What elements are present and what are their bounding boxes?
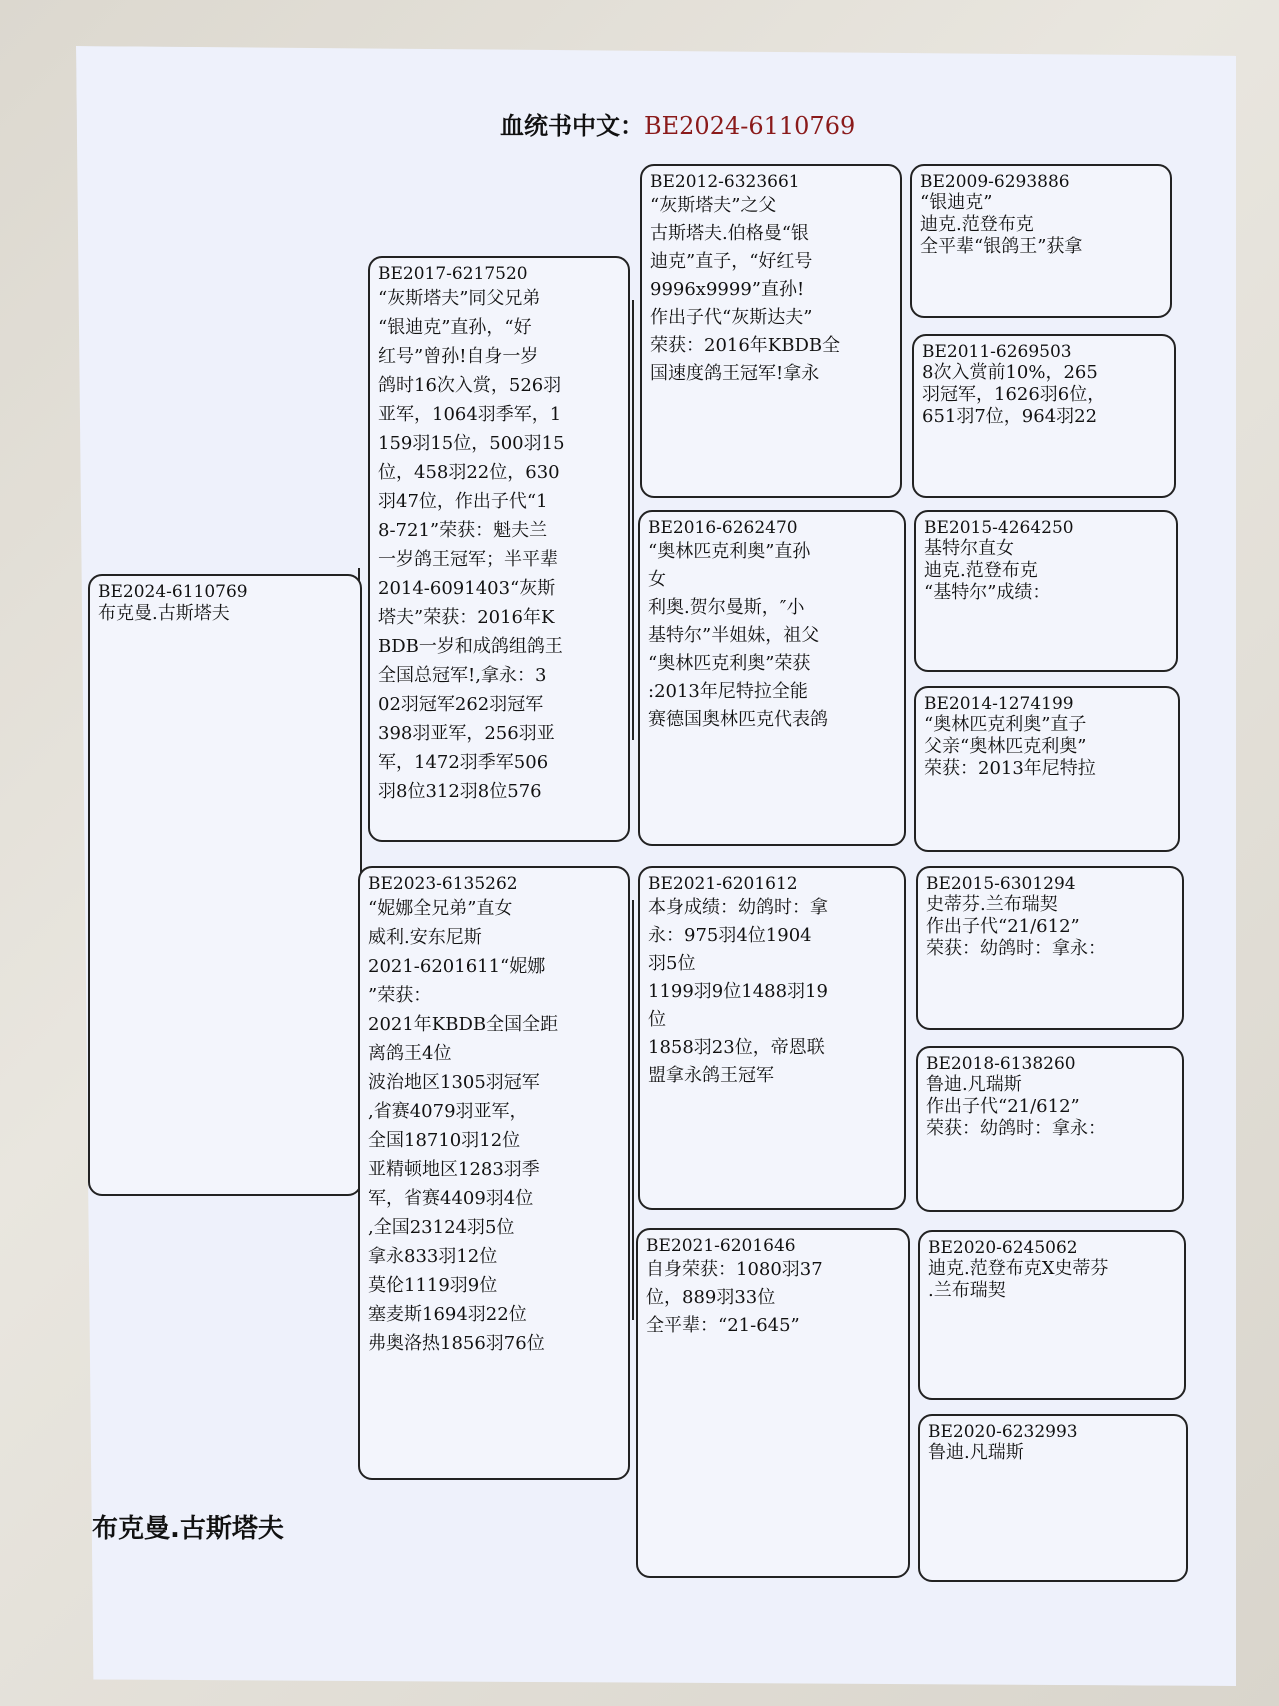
pedigree-text-line: 荣获：2013年尼特拉	[924, 758, 1096, 779]
pedigree-box-sire	[368, 256, 630, 842]
footer-pigeon-name: 布克曼.古斯塔夫	[92, 1514, 284, 1544]
pedigree-text-line: 迪克”直子，“好红号	[650, 251, 813, 272]
pedigree-text-line: 作出子代“21/612”	[926, 1096, 1080, 1117]
pedigree-text-line: 威利.安东尼斯	[368, 927, 482, 948]
ring-number: BE2017-6217520	[378, 264, 528, 284]
pedigree-text-line: 1858羽23位，帝恩联	[648, 1037, 825, 1058]
pedigree-box-subject	[88, 574, 362, 1196]
pedigree-text-line: 2021-6201611“妮娜	[368, 956, 546, 977]
pedigree-text-line: “灰斯塔夫”同父兄弟	[378, 288, 541, 309]
pedigree-text-line: 8-721”荣获：魁夫兰	[378, 520, 548, 541]
ring-number: BE2011-6269503	[922, 342, 1072, 362]
ring-number: BE2014-1274199	[924, 694, 1074, 714]
pedigree-text-line: 莫伦1119羽9位	[368, 1275, 498, 1296]
ring-number: BE2018-6138260	[926, 1054, 1076, 1074]
pedigree-text-line: 一岁鸽王冠军；半平辈	[378, 549, 558, 570]
pedigree-text-line: 位，889羽33位	[646, 1287, 776, 1308]
pedigree-text-line: “奥林匹克利奥”直子	[924, 714, 1087, 735]
ring-number: BE2009-6293886	[920, 172, 1070, 192]
pedigree-text-line: 2014-6091403“灰斯	[378, 578, 556, 599]
ring-number: BE2021-6201646	[646, 1236, 796, 1256]
pedigree-text-line: 盟拿永鸽王冠军	[648, 1065, 774, 1086]
pedigree-text-line: 迪克.范登布克X史蒂芬	[928, 1258, 1109, 1279]
pedigree-text-line: 古斯塔夫.伯格曼“银	[650, 223, 809, 244]
pedigree-text-line: 159羽15位，500羽15	[378, 433, 565, 454]
pedigree-text-line: 本身成绩：幼鸽时：拿	[648, 897, 828, 918]
pedigree-text-line: 羽冠军，1626羽6位，	[922, 384, 1106, 405]
pedigree-text-line: 塔夫”荣获：2016年K	[378, 607, 555, 628]
pedigree-text-line: “银迪克”直孙，“好	[378, 317, 532, 338]
pedigree-text-line: “奥林匹克利奥”荣获	[648, 653, 811, 674]
pedigree-text-line: “灰斯塔夫”之父	[650, 195, 777, 216]
pedigree-text-line: .兰布瑞契	[928, 1280, 1006, 1301]
pedigree-text-line: 基特尔”半姐妹，祖父	[648, 625, 820, 646]
ring-number: BE2024-6110769	[98, 582, 248, 602]
connector-dam	[632, 900, 634, 1320]
pedigree-text-line: ”荣获：	[368, 985, 432, 1006]
pedigree-text-line: 羽8位312羽8位576	[378, 781, 542, 802]
pedigree-text-line: 鲁迪.凡瑞斯	[928, 1442, 1024, 1463]
pedigree-text-line: 亚精顿地区1283羽季	[368, 1159, 540, 1180]
title-ring-number: BE2024-6110769	[644, 112, 856, 140]
pedigree-text-line: 荣获：2016年KBDB全	[650, 335, 841, 356]
pedigree-text-line: 全平辈“银鸽王”获拿	[920, 236, 1083, 257]
pedigree-text-line: 赛德国奥林匹克代表鸽	[648, 709, 828, 730]
pedigree-text-line: 羽47位，作出子代“1	[378, 491, 548, 512]
pedigree-text-line: 鸽时16次入赏，526羽	[378, 375, 562, 396]
pedigree-text-line: 8次入赏前10%，265	[922, 362, 1098, 383]
pedigree-text-line: “妮娜全兄弟”直女	[368, 898, 513, 919]
pedigree-text-line: 位，458羽22位，630	[378, 462, 560, 483]
pedigree-text-line: 迪克.范登布克	[920, 214, 1034, 235]
pedigree-text-line: “基特尔”成绩：	[924, 582, 1051, 603]
ring-number: BE2020-6245062	[928, 1238, 1078, 1258]
pedigree-text-line: 军，省赛4409羽4位	[368, 1188, 534, 1209]
connector-sire	[632, 300, 634, 740]
pedigree-text-line: 荣获：幼鸽时：拿永：	[926, 938, 1106, 959]
pedigree-text-line: 荣获：幼鸽时：拿永：	[926, 1118, 1106, 1139]
pedigree-box-ddd	[918, 1414, 1188, 1582]
pedigree-text-line: 羽5位	[648, 953, 696, 974]
pedigree-box-sire-dam	[638, 510, 906, 846]
ring-number: BE2015-4264250	[924, 518, 1074, 538]
pedigree-box-dam-dam	[636, 1228, 910, 1578]
ring-number: BE2020-6232993	[928, 1422, 1078, 1442]
title-label: 血统书中文：	[500, 112, 644, 140]
pedigree-text-line: 军，1472羽季军506	[378, 752, 549, 773]
pedigree-text-line: 红号”曾孙!自身一岁	[378, 346, 539, 367]
pedigree-text-line: 398羽亚军，256羽亚	[378, 723, 555, 744]
pedigree-text-line: 波治地区1305羽冠军	[368, 1072, 540, 1093]
pedigree-text-line: “银迪克”	[920, 192, 993, 213]
pedigree-text-line: 父亲“奥林匹克利奥”	[924, 736, 1087, 757]
pedigree-text-line: 拿永833羽12位	[368, 1246, 498, 1267]
ring-number: BE2016-6262470	[648, 518, 798, 538]
pedigree-text-line: 弗奥洛热1856羽76位	[368, 1333, 545, 1354]
ring-number: BE2021-6201612	[648, 874, 798, 894]
pedigree-box-ssd	[912, 334, 1176, 498]
pedigree-text-line: 651羽7位，964羽22	[922, 406, 1098, 427]
pedigree-text-line: 9996x9999”直孙!	[650, 279, 805, 300]
ring-number: BE2012-6323661	[650, 172, 800, 192]
pedigree-text-line: “奥林匹克利奥”直孙	[648, 541, 811, 562]
pedigree-text-line: 迪克.范登布克	[924, 560, 1038, 581]
pedigree-text-line: 史蒂芬.兰布瑞契	[926, 894, 1058, 915]
pedigree-box-dam	[358, 866, 630, 1480]
pedigree-text-line: 国速度鸽王冠军!拿永	[650, 363, 820, 384]
pedigree-box-sire-sire	[640, 164, 902, 498]
pedigree-text-line: BDB一岁和成鸽组鸽王	[378, 636, 563, 657]
pedigree-box-dss	[916, 866, 1184, 1030]
pedigree-box-dsd	[916, 1046, 1184, 1212]
pedigree-text-line: ,省赛4079羽亚军，	[368, 1101, 528, 1122]
pedigree-text-line: 位	[648, 1009, 666, 1030]
pedigree-text-line: 永：975羽4位1904	[648, 925, 812, 946]
pedigree-box-sdd	[914, 686, 1180, 852]
pedigree-box-dam-sire	[638, 866, 906, 1210]
pedigree-text-line: 自身荣获：1080羽37	[646, 1259, 823, 1280]
pedigree-text-line: 作出子代“21/612”	[926, 916, 1080, 937]
pedigree-text-line: ,全国23124羽5位	[368, 1217, 515, 1238]
ring-number: BE2023-6135262	[368, 874, 518, 894]
pedigree-box-sds	[914, 510, 1178, 672]
pedigree-text-line: 女	[648, 569, 666, 590]
pedigree-text-line: :2013年尼特拉全能	[648, 681, 808, 702]
pedigree-text-line: 2021年KBDB全国全距	[368, 1014, 559, 1035]
pedigree-text-line: 离鸽王4位	[368, 1043, 452, 1064]
pedigree-text-line: 塞麦斯1694羽22位	[368, 1304, 527, 1325]
pedigree-text-line: 全国总冠军!,拿永：3	[378, 665, 547, 686]
pedigree-text-line: 基特尔直女	[924, 538, 1014, 559]
page-title	[500, 106, 855, 141]
pedigree-text-line: 作出子代“灰斯达夫”	[650, 307, 813, 328]
pedigree-box-sss	[910, 164, 1172, 318]
pedigree-text-line: 布克曼.古斯塔夫	[98, 603, 230, 624]
pedigree-box-dds	[918, 1230, 1186, 1400]
pedigree-text-line: 鲁迪.凡瑞斯	[926, 1074, 1022, 1095]
pedigree-text-line: 全国18710羽12位	[368, 1130, 521, 1151]
pedigree-text-line: 1199羽9位1488羽19	[648, 981, 828, 1002]
pedigree-text-line: 02羽冠军262羽冠军	[378, 694, 544, 715]
ring-number: BE2015-6301294	[926, 874, 1076, 894]
pedigree-text-line: 全平辈：“21-645”	[646, 1315, 800, 1336]
pedigree-text-line: 亚军，1064羽季军，1	[378, 404, 562, 425]
pedigree-text-line: 利奥.贺尔曼斯，″小	[648, 597, 805, 618]
